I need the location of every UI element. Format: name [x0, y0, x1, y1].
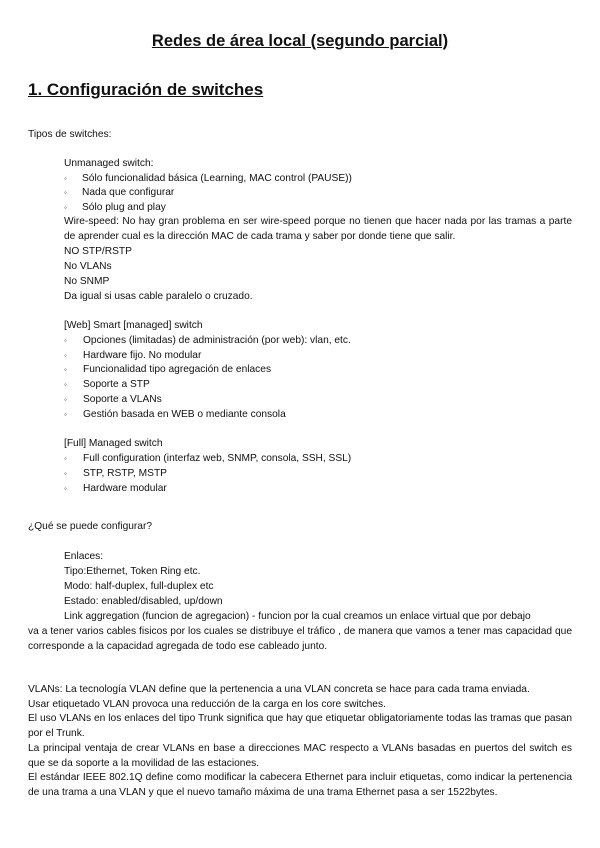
section-heading: 1. Configuración de switches — [28, 80, 264, 99]
switch-types-intro: Tipos de switches: — [28, 129, 112, 140]
list-item-text: Soporte a STP — [83, 379, 150, 390]
vlan-paragraph: El estándar IEEE 802.1Q define como modificar la cabecera Ethernet para incluir etiquetas, como indicar la pertenencia de una trama a una VLAN y que el nuevo tamaño máxima de una trama Ethernet pasa a ser 1522bytes. — [28, 772, 572, 798]
bullet-icon: ◦ — [64, 365, 67, 374]
note-line: NO STP/RSTP — [64, 246, 132, 257]
vlan-paragraph: El uso VLANs en los enlaces del tipo Trunk significa que hay que etiquetar obligatoriamente todas las tramas que pasan por el Trunk. — [28, 713, 572, 739]
vlan-paragraph: La principal ventaja de crear VLANs en base a direcciones MAC respecto a VLANs basadas en puertos del switch es que se da soporte a la movilidad de las estaciones. — [28, 743, 572, 769]
bullet-icon: ◦ — [64, 174, 67, 183]
list-item-text: Soporte a VLANs — [83, 394, 162, 405]
link-aggregation-paragraph: va a tener varios cables fisicos por los cuales se distribuye el tráfico , de manera que vamos a tener mas capacidad que corresponde a la capacidad agregada de todo ese cableado junto. — [28, 626, 572, 652]
list-item-text: Opciones (limitadas) de administración (por web): vlan, etc. — [83, 335, 351, 346]
bullet-icon: ◦ — [64, 484, 67, 493]
document-title: Redes de área local (segundo parcial) — [151, 32, 449, 50]
list-item-text: Hardware modular — [83, 483, 167, 494]
bullet-icon: ◦ — [64, 351, 67, 360]
list-item-text: Hardware fijo. No modular — [83, 350, 202, 361]
bullet-icon: ◦ — [64, 469, 67, 478]
list-item-text: Sólo funcionalidad básica (Learning, MAC control (PAUSE)) — [82, 173, 352, 184]
link-item: Estado: enabled/disabled, up/down — [64, 596, 223, 607]
list-item-text: Sólo plug and play — [82, 202, 166, 213]
unmanaged-label: Unmanaged switch: — [64, 158, 154, 169]
configure-question: ¿Qué se puede configurar? — [28, 521, 153, 532]
bullet-icon: ◦ — [64, 454, 67, 463]
wirespeed-paragraph: Wire-speed: No hay gran problema en ser wire-speed porque no tienen que hacer nada por las tramas a parte de aprender cual es la dirección MAC de cada trama y saber por donde tiene que salir. — [64, 216, 572, 242]
bullet-icon: ◦ — [64, 410, 67, 419]
link-item: Modo: half-duplex, full-duplex etc — [64, 581, 214, 592]
bullet-icon: ◦ — [64, 188, 67, 197]
smart-switch-label: [Web] Smart [managed] switch — [64, 320, 203, 331]
managed-switch-label: [Full] Managed switch — [64, 438, 163, 449]
bullet-icon: ◦ — [64, 336, 67, 345]
note-line: Da igual si usas cable paralelo o cruzado. — [64, 291, 253, 302]
list-item-text: Gestión basada en WEB o mediante consola — [83, 409, 286, 420]
bullet-icon: ◦ — [64, 380, 67, 389]
vlan-paragraph: VLANs: La tecnología VLAN define que la pertenencia a una VLAN concreta se hace para cada trama enviada. — [28, 684, 530, 695]
list-item-text: STP, RSTP, MSTP — [83, 468, 167, 479]
list-item-text: Nada que configurar — [82, 187, 175, 198]
list-item-text: Funcionalidad tipo agregación de enlaces — [83, 364, 272, 375]
bullet-icon: ◦ — [64, 395, 67, 404]
list-item-text: Full configuration (interfaz web, SNMP, consola, SSH, SSL) — [83, 453, 352, 464]
link-item: Tipo:Ethernet, Token Ring etc. — [64, 566, 201, 577]
bullet-icon: ◦ — [64, 203, 67, 212]
vlan-paragraph: Usar etiquetado VLAN provoca una reducción de la carga en los core switches. — [28, 699, 386, 710]
link-aggregation-first-line: Link aggregation (funcion de agregacion) - funcion por la cual creamos un enlace virtual que por debajo — [64, 611, 531, 622]
links-label: Enlaces: — [64, 551, 104, 562]
note-line: No SNMP — [64, 276, 110, 287]
note-line: No VLANs — [64, 261, 112, 272]
